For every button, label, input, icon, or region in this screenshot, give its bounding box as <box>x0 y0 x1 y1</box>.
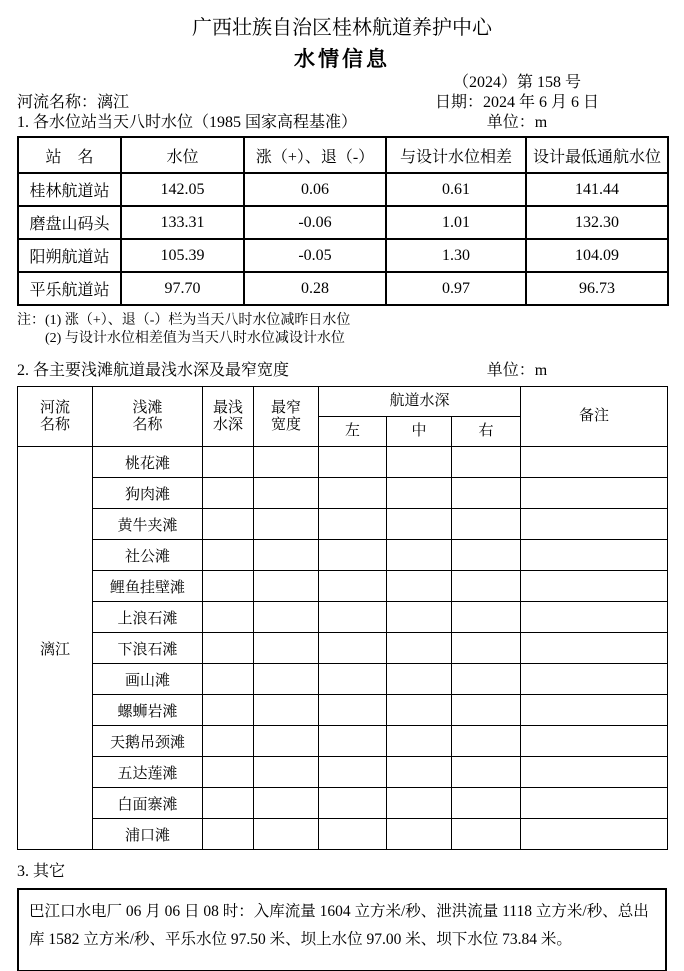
depth-middle-cell <box>387 633 452 664</box>
station-name: 磨盘山码头 <box>18 206 121 239</box>
col-river-line2: 名称 <box>39 416 70 433</box>
station-row <box>18 206 668 239</box>
depth-right-cell <box>452 695 521 726</box>
doc-number: （2024）第 158 号 <box>452 74 581 91</box>
col-rise-fall: 涨（+）、退（-） <box>244 137 386 173</box>
depth-right-cell <box>452 757 521 788</box>
water-level-table-header-row <box>18 137 668 173</box>
shoal-name: 浦口滩 <box>93 819 203 850</box>
page-title: 水情信息 <box>294 47 390 71</box>
depth-middle-cell <box>387 478 452 509</box>
depth-middle-cell <box>387 540 452 571</box>
col-remark: 备注 <box>521 387 668 447</box>
water-level-value: 142.05 <box>121 173 244 206</box>
station-name: 平乐航道站 <box>18 272 121 305</box>
shoal-row <box>18 788 668 819</box>
min-nav-level-value: 104.09 <box>526 239 668 272</box>
col-min-depth-line1: 最浅 <box>212 399 243 416</box>
min-depth-cell <box>203 540 254 571</box>
depth-left-cell <box>319 447 387 478</box>
design-diff-value: 1.30 <box>386 239 526 272</box>
depth-middle-cell <box>387 757 452 788</box>
depth-right-cell <box>452 602 521 633</box>
col-depth-right: 右 <box>452 417 521 447</box>
shoal-row <box>18 664 668 695</box>
min-width-cell <box>254 571 319 602</box>
depth-left-cell <box>319 509 387 540</box>
col-min-depth-line2: 水深 <box>212 416 243 433</box>
date-label: 日期：2024 年 6 月 6 日 <box>434 94 599 111</box>
depth-left-cell <box>319 478 387 509</box>
shoal-row <box>18 757 668 788</box>
section1-title: 1. 各水位站当天八时水位（1985 国家高程基准） <box>17 114 358 131</box>
depth-middle-cell <box>387 819 452 850</box>
col-river-line1: 河流 <box>39 399 70 416</box>
remark-cell <box>521 447 668 478</box>
min-width-cell <box>254 757 319 788</box>
depth-right-cell <box>452 540 521 571</box>
depth-middle-cell <box>387 571 452 602</box>
col-min-depth <box>203 387 254 447</box>
remark-cell <box>521 571 668 602</box>
col-station-name: 站 名 <box>18 137 121 173</box>
depth-middle-cell <box>387 602 452 633</box>
station-row <box>18 239 668 272</box>
design-diff-value: 0.61 <box>386 173 526 206</box>
col-min-width-line2: 宽度 <box>270 416 301 433</box>
depth-left-cell <box>319 571 387 602</box>
min-depth-cell <box>203 788 254 819</box>
depth-left-cell <box>319 757 387 788</box>
depth-left-cell <box>319 540 387 571</box>
depth-left-cell <box>319 633 387 664</box>
col-depth-middle: 中 <box>387 417 452 447</box>
rise-fall-value: -0.05 <box>244 239 386 272</box>
min-width-cell <box>254 509 319 540</box>
depth-middle-cell <box>387 664 452 695</box>
depth-middle-cell <box>387 447 452 478</box>
unit-label-2: 单位：m <box>486 362 548 379</box>
design-diff-value: 0.97 <box>386 272 526 305</box>
shoal-name: 天鹅吊颈滩 <box>93 726 203 757</box>
depth-right-cell <box>452 447 521 478</box>
shoal-name: 五达莲滩 <box>93 757 203 788</box>
depth-right-cell <box>452 819 521 850</box>
min-depth-cell <box>203 726 254 757</box>
water-level-value: 97.70 <box>121 272 244 305</box>
table1-notes <box>17 312 667 348</box>
min-nav-level-value: 132.30 <box>526 206 668 239</box>
shoal-name: 画山滩 <box>93 664 203 695</box>
remark-cell <box>521 695 668 726</box>
depth-left-cell <box>319 602 387 633</box>
shoal-row <box>18 695 668 726</box>
station-name: 桂林航道站 <box>18 173 121 206</box>
col-channel-depth: 航道水深 <box>319 387 521 417</box>
min-width-cell <box>254 602 319 633</box>
shoal-row <box>18 509 668 540</box>
section2-title: 2. 各主要浅滩航道最浅水深及最窄宽度 <box>17 362 290 379</box>
section3-title: 3. 其它 <box>17 863 66 880</box>
depth-right-cell <box>452 478 521 509</box>
depth-right-cell <box>452 664 521 695</box>
depth-right-cell <box>452 633 521 664</box>
water-level-table <box>17 136 669 306</box>
col-min-width <box>254 387 319 447</box>
shoal-name: 上浪石滩 <box>93 602 203 633</box>
min-width-cell <box>254 633 319 664</box>
depth-right-cell <box>452 571 521 602</box>
shoal-name: 桃花滩 <box>93 447 203 478</box>
min-nav-level-value: 141.44 <box>526 173 668 206</box>
col-min-nav-level: 设计最低通航水位 <box>526 137 668 173</box>
org-title: 广西壮族自治区桂林航道养护中心 <box>192 17 492 39</box>
shoal-row <box>18 540 668 571</box>
min-depth-cell <box>203 447 254 478</box>
depth-right-cell <box>452 509 521 540</box>
note-line-1: 注：(1) 涨（+）、退（-）栏为当天八时水位减昨日水位 <box>17 313 351 328</box>
station-row <box>18 272 668 305</box>
water-level-value: 133.31 <box>121 206 244 239</box>
col-depth-left: 左 <box>319 417 387 447</box>
depth-right-cell <box>452 788 521 819</box>
min-nav-level-value: 96.73 <box>526 272 668 305</box>
remark-cell <box>521 726 668 757</box>
other-info-text: 巴江口水电厂 06 月 06 日 08 时：入库流量 1604 立方米/秒、泄洪流量 1118 立方米/秒、总出库 1582 立方米/秒、平乐水位 97.50 米、坝上水位 97.00 米、坝下水位 73.84 米。 <box>29 903 649 948</box>
min-width-cell <box>254 478 319 509</box>
remark-cell <box>521 633 668 664</box>
min-depth-cell <box>203 633 254 664</box>
remark-cell <box>521 819 668 850</box>
station-row <box>18 173 668 206</box>
shoal-table <box>17 386 668 850</box>
shoal-name: 狗肉滩 <box>93 478 203 509</box>
col-design-diff: 与设计水位相差 <box>386 137 526 173</box>
col-min-width-line1: 最窄 <box>270 399 301 416</box>
shoal-row <box>18 447 668 478</box>
depth-left-cell <box>319 788 387 819</box>
depth-middle-cell <box>387 726 452 757</box>
min-depth-cell <box>203 819 254 850</box>
min-depth-cell <box>203 695 254 726</box>
remark-cell <box>521 664 668 695</box>
shoal-name: 白面寨滩 <box>93 788 203 819</box>
shoal-row <box>18 726 668 757</box>
river-name-label: 河流名称：漓江 <box>17 94 130 111</box>
shoal-name: 社公滩 <box>93 540 203 571</box>
remark-cell <box>521 540 668 571</box>
depth-left-cell <box>319 664 387 695</box>
shoal-name: 鲤鱼挂壁滩 <box>93 571 203 602</box>
remark-cell <box>521 788 668 819</box>
unit-label-1: 单位：m <box>486 114 548 131</box>
depth-middle-cell <box>387 509 452 540</box>
depth-middle-cell <box>387 788 452 819</box>
depth-left-cell <box>319 726 387 757</box>
min-width-cell <box>254 664 319 695</box>
col-river-name <box>18 387 93 447</box>
shoal-row <box>18 571 668 602</box>
shoal-name: 螺蛳岩滩 <box>93 695 203 726</box>
note-line-2: (2) 与设计水位相差值为当天八时水位减设计水位 <box>45 331 345 346</box>
min-width-cell <box>254 447 319 478</box>
remark-cell <box>521 509 668 540</box>
rise-fall-value: 0.06 <box>244 173 386 206</box>
shoal-row <box>18 633 668 664</box>
min-depth-cell <box>203 571 254 602</box>
depth-middle-cell <box>387 695 452 726</box>
remark-cell <box>521 602 668 633</box>
col-water-level: 水位 <box>121 137 244 173</box>
min-width-cell <box>254 540 319 571</box>
min-depth-cell <box>203 664 254 695</box>
design-diff-value: 1.01 <box>386 206 526 239</box>
river-name-cell: 漓江 <box>18 447 93 850</box>
min-depth-cell <box>203 602 254 633</box>
shoal-table-header-row-1 <box>18 387 668 417</box>
water-level-value: 105.39 <box>121 239 244 272</box>
min-width-cell <box>254 695 319 726</box>
min-width-cell <box>254 788 319 819</box>
shoal-name: 下浪石滩 <box>93 633 203 664</box>
rise-fall-value: 0.28 <box>244 272 386 305</box>
remark-cell <box>521 757 668 788</box>
min-width-cell <box>254 819 319 850</box>
min-depth-cell <box>203 509 254 540</box>
col-shoal-line1: 浅滩 <box>132 399 163 416</box>
shoal-row <box>18 478 668 509</box>
shoal-name: 黄牛夹滩 <box>93 509 203 540</box>
min-depth-cell <box>203 478 254 509</box>
depth-left-cell <box>319 819 387 850</box>
remark-cell <box>521 478 668 509</box>
station-name: 阳朔航道站 <box>18 239 121 272</box>
depth-left-cell <box>319 695 387 726</box>
col-shoal-line2: 名称 <box>132 416 163 433</box>
min-width-cell <box>254 726 319 757</box>
other-info-box <box>17 888 667 971</box>
col-shoal-name <box>93 387 203 447</box>
shoal-row <box>18 602 668 633</box>
depth-right-cell <box>452 726 521 757</box>
min-depth-cell <box>203 757 254 788</box>
shoal-row <box>18 819 668 850</box>
rise-fall-value: -0.06 <box>244 206 386 239</box>
